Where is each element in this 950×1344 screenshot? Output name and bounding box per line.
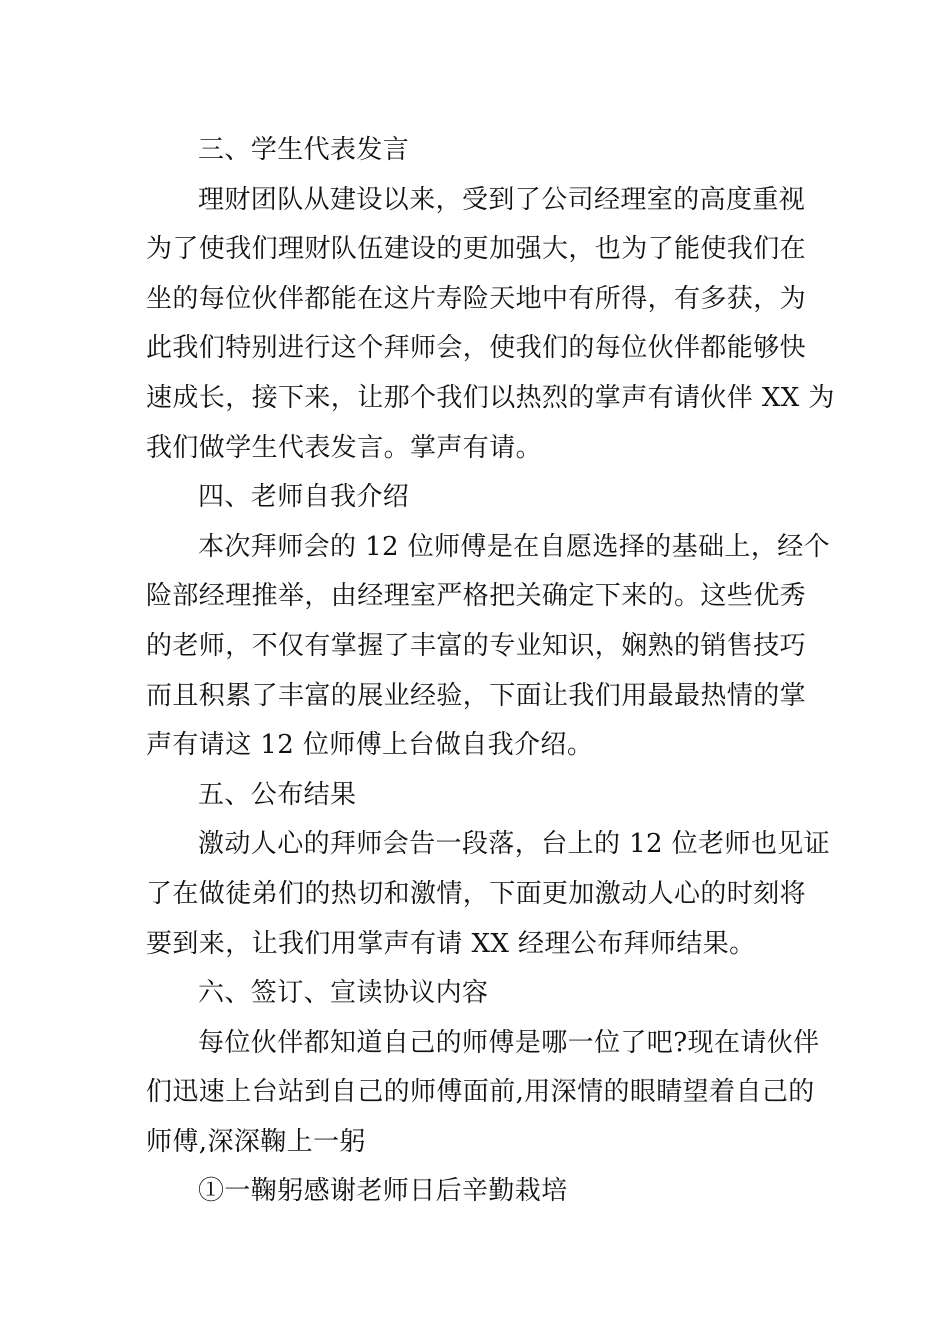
paragraph-line: 理财团队从建设以来，受到了公司经理室的高度重视 [198,184,806,215]
section-heading-announce-results: 五、公布结果 [198,779,357,810]
paragraph-line: 们迅速上台站到自己的师傅面前,用深情的眼睛望着自己的 [146,1077,815,1108]
paragraph-line: 每位伙伴都知道自己的师傅是哪一位了吧?现在请伙伴 [198,1027,820,1058]
section-heading-sign-agreement: 六、签订、宣读协议内容 [198,978,489,1009]
paragraph-line: 坐的每位伙伴都能在这片寿险天地中有所得，有多获，为 [146,283,807,314]
paragraph-line: 为了使我们理财队伍建设的更加强大，也为了能使我们在 [146,234,807,265]
paragraph-line: 要到来，让我们用掌声有请 XX 经理公布拜师结果。 [146,928,756,959]
paragraph-line: 的老师，不仅有掌握了丰富的专业知识，娴熟的销售技巧 [146,630,807,661]
paragraph-line: 而且积累了丰富的展业经验，下面让我们用最最热情的掌 [146,680,807,711]
paragraph-line: 我们做学生代表发言。掌声有请。 [146,432,543,463]
section-heading-teacher-intro: 四、老师自我介绍 [198,482,410,513]
paragraph-line: 险部经理推举，由经理室严格把关确定下来的。这些优秀 [146,581,807,612]
paragraph-line: 速成长，接下来，让那个我们以热烈的掌声有请伙伴 XX 为 [146,382,835,413]
list-item-first-bow: ①一鞠躬感谢老师日后辛勤栽培 [198,1176,568,1207]
paragraph-line: 此我们特别进行这个拜师会，使我们的每位伙伴都能够快 [146,333,807,364]
paragraph-line: 师傅,深深鞠上一躬 [146,1126,366,1157]
paragraph-line: 声有请这 12 位师傅上台做自我介绍。 [146,730,594,761]
paragraph-line: 本次拜师会的 12 位师傅是在自愿选择的基础上，经个 [198,531,831,562]
document-body [146,126,835,1217]
section-heading-student-speech: 三、学生代表发言 [198,135,410,165]
paragraph-line: 了在做徒弟们的热切和激情，下面更加激动人心的时刻将 [146,878,807,909]
paragraph-line: 激动人心的拜师会告一段落，台上的 12 位老师也见证 [198,829,831,860]
